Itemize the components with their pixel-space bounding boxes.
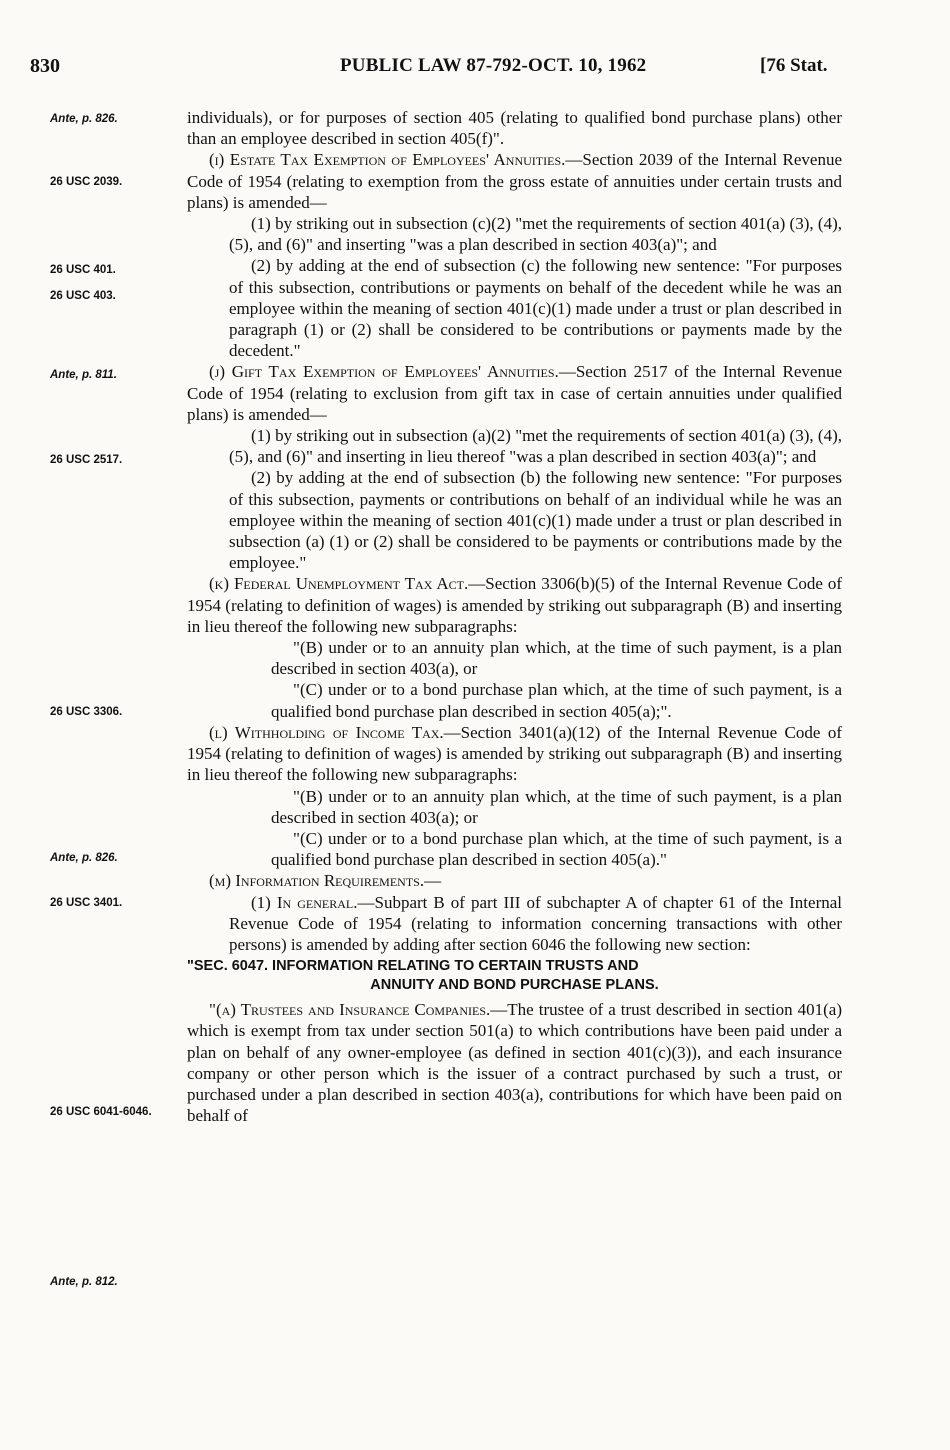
paragraph <box>187 467 842 573</box>
paragraph-text: (1) by striking out in subsection (c)(2) "met the requirements of section 401(a) (3), (4), (5), and (6)" and inserting "was a plan described in section 403(a)"; and <box>229 214 842 255</box>
paragraph-text: "(B) under or to an annuity plan which, at the time of such payment, is a plan described in section 403(a), or <box>271 638 842 679</box>
section-heading: (1) In general. <box>251 892 358 912</box>
paragraph-text: "(C) under or to a bond purchase plan which, at the time of such payment, is a qualified bond purchase plan described in section 405(a);". <box>271 680 842 721</box>
statute-volume: [76 Stat. <box>760 55 828 76</box>
margin-note: 26 USC 403. <box>50 290 116 302</box>
new-section-heading <box>187 957 842 995</box>
margin-note: Ante, p. 812. <box>50 1276 118 1288</box>
paragraph <box>187 255 842 361</box>
paragraph-text: —Section 2517 of the Internal Revenue Code of 1954 (relating to exclusion from gift tax in case of certain annuities under qualified plans) is amended— <box>187 362 842 424</box>
section-heading: (m) Information Requirements. <box>209 871 425 891</box>
paragraph-text: —Section 2039 of the Internal Revenue Code of 1954 (relating to exemption from the gross estate of annuities under certain trusts and plans) is amended— <box>187 150 842 212</box>
paragraph-text: —Section 3306(b)(5) of the Internal Revenue Code of 1954 (relating to definition of wages) is amended by striking out subparagraph (B) and inserting in lieu thereof the following new subparagraphs: <box>187 574 842 636</box>
section-heading: "(a) Trustees and Insurance Companies. <box>209 1000 491 1020</box>
paragraph-text: — <box>424 871 442 891</box>
paragraph <box>187 213 842 255</box>
margin-note: Ante, p. 811. <box>50 369 117 381</box>
margin-note: Ante, p. 826. <box>50 852 118 864</box>
paragraph <box>187 722 842 786</box>
margin-note: 26 USC 401. <box>50 264 116 276</box>
paragraph-text: "(C) under or to a bond purchase plan which, at the time of such payment, is a qualified bond purchase plan described in section 405(a)." <box>271 828 842 870</box>
paragraph <box>187 786 842 828</box>
paragraph-text: (1) by striking out in subsection (a)(2) "met the requirements of section 401(a) (3), (4), (5), and (6)" and inserting in lieu thereof "was a plan described in section 403(a)"; and <box>229 426 842 467</box>
section-heading: (k) Federal Unemployment Tax Act. <box>209 574 469 594</box>
margin-notes <box>0 0 180 1450</box>
margin-note: 26 USC 2517. <box>50 454 123 466</box>
new-section-heading-line: "SEC. 6047. INFORMATION RELATING TO CERTAIN TRUSTS AND <box>187 958 639 975</box>
margin-note: Ante, p. 826. <box>50 113 118 125</box>
paragraph-text: —The trustee of a trust described in section 401(a) which is exempt from tax under section 501(a) to which contributions have been paid under a plan on behalf of any owner-employee (as defined in section 401(c)(3)), and each insurance company or other person which is the issuer of a contract purchased by such a trust, or purchased under a plan described in section 403(a), contributions for which have been paid on behalf of <box>187 1000 842 1126</box>
paragraph <box>187 149 842 213</box>
margin-note: 26 USC 3306. <box>50 706 123 718</box>
margin-note: 26 USC 3401. <box>50 897 123 909</box>
paragraph <box>187 828 842 870</box>
paragraph <box>187 107 842 149</box>
paragraph-text: individuals), or for purposes of section 405 (relating to qualified bond purchase plans) other than an employee described in section 405(f)". <box>187 108 842 149</box>
paragraph-text: —Section 3401(a)(12) of the Internal Revenue Code of 1954 (relating to definition of wages) is amended by striking out subparagraph (B) and inserting in lieu thereof the following new subparagraphs: <box>187 722 842 785</box>
paragraph <box>187 573 842 637</box>
running-title: PUBLIC LAW 87-792-OCT. 10, 1962 <box>340 55 647 76</box>
margin-note: 26 USC 2039. <box>50 176 123 188</box>
paragraph <box>187 870 842 891</box>
page-number: 830 <box>30 55 60 77</box>
paragraph-text: "(B) under or to an annuity plan which, at the time of such payment, is a plan described in section 403(a); or <box>271 786 842 827</box>
paragraph <box>187 999 842 1126</box>
section-heading: (l) Withholding of Income Tax. <box>209 722 444 742</box>
section-heading: (i) Estate Tax Exemption of Employees' Annuities. <box>209 150 566 170</box>
paragraph <box>187 892 842 956</box>
paragraph <box>187 679 842 721</box>
margin-note: 26 USC 6041-6046. <box>50 1106 152 1118</box>
statute-text <box>187 107 842 1126</box>
paragraph <box>187 361 842 425</box>
new-section-heading-line: ANNUITY AND BOND PURCHASE PLANS. <box>370 977 659 994</box>
paragraph <box>187 637 842 679</box>
paragraph-text: (2) by adding at the end of subsection (b) the following new sentence: "For purposes of this subsection, payments or contributions on behalf of an individual while he was an employee within the meaning of section 401(c)(1) made under a trust or plan described in subsection (a) (1) or (2) shall be considered to be payments or contributions made by the employee." <box>229 468 842 573</box>
paragraph <box>187 425 842 467</box>
paragraph-text: —Subpart B of part III of subchapter A of chapter 61 of the Internal Revenue Code of 1954 (relating to information concerning transactions with other persons) is amended by adding after section 6046 the following new section: <box>229 892 842 954</box>
section-heading: (j) Gift Tax Exemption of Employees' Annuities. <box>209 362 559 382</box>
paragraph-text: (2) by adding at the end of subsection (c) the following new sentence: "For purposes of this subsection, contributions or payments on behalf of the decedent while he was an employee within the meaning of section 401(c)(1) made under a trust or plan described in paragraph (1) or (2) shall be considered to be contributions or payments made by the decedent." <box>229 256 842 361</box>
